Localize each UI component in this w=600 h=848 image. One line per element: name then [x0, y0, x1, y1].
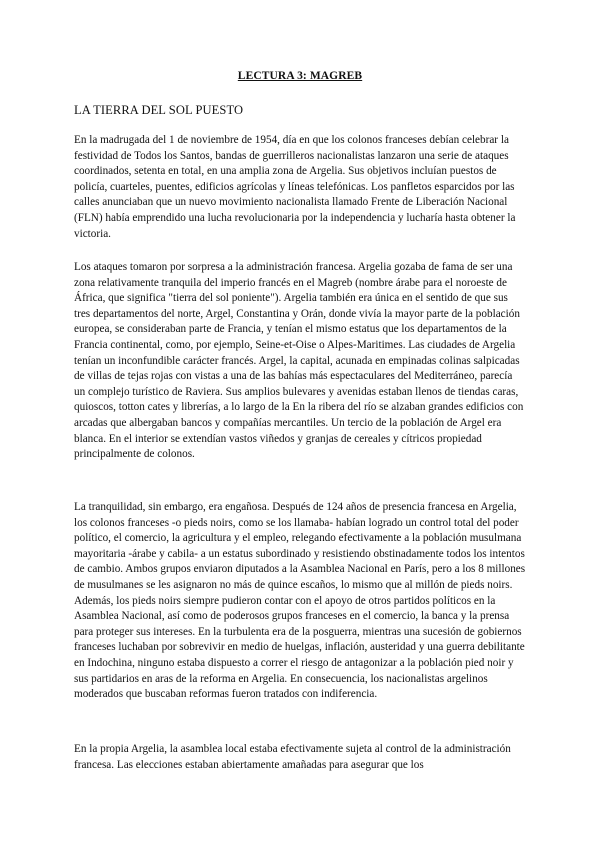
paragraph: En la madrugada del 1 de noviembre de 1954, día en que los colonos franceses debían celebrar la festividad de Todos los Santos, bandas de guerrilleros nacionalistas lanzaron una serie de ataques coordinados, setenta en total, en una amplia zona de Argelia. Sus objetivos incluían puestos de policía, cuarteles, puentes, edificios agrícolas y líneas telefónicas. Los panfletos esparcidos por las calles anunciaban que un nuevo movimiento nacionalista llamado Frente de Liberación Nacional (FLN) había emprendido una lucha revolucionaria por la independencia y lucharía hasta obtener la victoria. — [74, 134, 516, 240]
paragraph: En la propia Argelia, la asamblea local estaba efectivamente sujeta al control de la administración francesa. Las elecciones estaban abiertamente amañadas para asegurar que los — [74, 743, 511, 771]
section-heading: LA TIERRA DEL SOL PUESTO — [74, 103, 244, 117]
paragraph: Los ataques tomaron por sorpresa a la administración francesa. Argelia gozaba de fama de ser una zona relativamente tranquila del imperio francés en el Magreb (nombre árabe para el noroeste de África, que significa "tierra del sol poniente"). Argelia también era única en el sentido de que sus tres departamentos del norte, Argel, Constantina y Orán, donde vivía la mayor parte de la población europea, se consideraban parte de Francia, y tenían el mismo estatus que los departamentos de la Francia continental, como, por ejemplo, Seine-et-Oise o Alpes-Maritimes. Las ciudades de Argelia tenían un inconfundible carácter francés. Argel, la capital, acunada en empinadas colinas salpicadas de villas de tejas rojas con vistas a una de las bahías más espectaculares del Mediterráneo, parecía un complejo turístico de Raviera. Sus amplios bulevares y avenidas estaban llenos de tiendas caras, quioscos, totton cates y librerías, a lo largo de la En la ribera del río se alzaban grandes edificios con arcadas que albergaban bancos y compañías mercantiles. Un tercio de la población de Argel era blanca. En el interior se extendían vastos viñedos y granjas de cereales y cítricos propiedad principalmente de colonos. — [74, 261, 524, 461]
document-title: LECTURA 3: MAGREB — [237, 70, 363, 82]
paragraph: La tranquilidad, sin embargo, era engañosa. Después de 124 años de presencia francesa en Argelia, los colonos franceses -o pieds noirs, como se los llamaba- habían logrado un control total del poder político, el comercio, la agricultura y el empleo, relegando efectivamente a la población musulmana mayoritaria -árabe y cabila- a un estatus subordinado y resistiendo obstinadamente todos los intentos de cambio. Ambos grupos enviaron diputados a la Asamblea Nacional en París, pero a los 8 millones de musulmanes se les asignaron no más de quince escaños, lo mismo que al millón de pieds noirs. Además, los pieds noirs siempre pudieron contar con el apoyo de otros partidos políticos en la Asamblea Nacional, así como de poderosos grupos franceses en el comercio, la banca y la prensa para proteger sus intereses. En la turbulenta era de la posguerra, mientras una sucesión de gobiernos franceses luchaban por sobrevivir en medio de huelgas, inflación, austeridad y una guerra debilitante en Indochina, ninguno estaba dispuesto a correr el riesgo de antagonizar a la población pied noir y sus partidarios en aras de la reforma en Argelia. En consecuencia, los nacionalistas argelinos moderados que buscaban reformas fueron tratados con indiferencia. — [74, 501, 526, 701]
